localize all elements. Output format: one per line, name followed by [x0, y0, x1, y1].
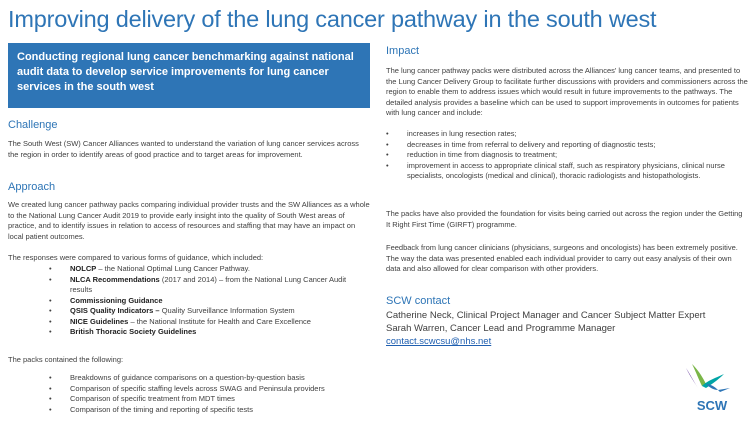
guidance-item: • QSIS Quality Indicators – Quality Surveillance Information System: [49, 306, 369, 317]
impact-item: • improvement in access to appropriate clinical staff, such as respiratory physicians, clinical nurse specialists, oncologists (medical and clinical), thoracic radiologists and histopathologists.: [386, 161, 746, 182]
impact-item: • decreases in time from referral to delivery and reporting of diagnostic tests;: [386, 140, 746, 151]
packs-item: • Comparison of specific treatment from MDT times: [49, 394, 369, 405]
guidance-list: [49, 264, 369, 338]
page-title: Improving delivery of the lung cancer pathway in the south west: [8, 6, 657, 32]
impact-item: • increases in lung resection rates;: [386, 129, 746, 140]
approach-paragraph-2: The responses were compared to various forms of guidance, which included:: [8, 253, 264, 262]
guidance-item: • NOLCP – the National Optimal Lung Cancer Pathway.: [49, 264, 369, 275]
packs-list: [49, 373, 369, 415]
approach-paragraph-1: We created lung cancer pathway packs comparing individual provider trusts and the SW Alliances as a whole to the National Lung Cancer Audit 2019 to provide early insight into the quality of South West areas of practice, and to identify issues in relation to access of resources and staffing that may have an impact on local patient outcomes.: [8, 200, 370, 241]
challenge-heading: Challenge: [8, 119, 58, 131]
contact-person-1: Catherine Neck, Clinical Project Manager and Cancer Subject Matter Expert: [386, 310, 706, 321]
logo-text: SCW: [696, 398, 728, 413]
impact-list: [386, 129, 746, 182]
impact-paragraph-2: The packs have also provided the foundation for visits being carried out across the region under the Getting It Right First Time (GIRFT) programme.: [386, 209, 743, 229]
guidance-item: • NLCA Recommendations (2017 and 2014) – from the National Lung Cancer Audit results: [49, 275, 369, 296]
packs-item: • Comparison of specific staffing levels across SWAG and Peninsula providers: [49, 384, 369, 395]
scw-logo: [680, 360, 740, 416]
packs-item: • Comparison of the timing and reporting of specific tests: [49, 405, 369, 416]
approach-heading: Approach: [8, 181, 56, 193]
approach-paragraph-3: The packs contained the following:: [8, 355, 124, 364]
challenge-text: The South West (SW) Cancer Alliances wanted to understand the variation of lung cancer services across the region in order to identify areas of good practice and to target areas for improvement.: [8, 139, 359, 159]
summary-banner: Conducting regional lung cancer benchmarking against national audit data to develop service improvements for lung cancer services in the south west: [8, 43, 370, 108]
impact-paragraph-1: The lung cancer pathway packs were distributed across the Alliances' lung cancer teams, and presented to the Lung Cancer Delivery Group to facilitate further discussions with providers and commissioners across the region to enable them to address issues which would result in future improvements to the pathways. The detailed analysis provides a baseline which can be used to support improvements in outcomes for patients with lung cancer and include:: [386, 66, 748, 117]
contact-email-link[interactable]: contact.scwcsu@nhs.net: [386, 336, 492, 347]
guidance-item: • NICE Guidelines – the National Institute for Health and Care Excellence: [49, 317, 369, 328]
guidance-item: • Commissioning Guidance: [49, 296, 369, 307]
impact-item: • reduction in time from diagnosis to treatment;: [386, 150, 746, 161]
contact-heading: SCW contact: [386, 295, 451, 307]
packs-item: • Breakdowns of guidance comparisons on a question-by-question basis: [49, 373, 369, 384]
impact-heading: Impact: [386, 45, 420, 57]
impact-paragraph-3: Feedback from lung cancer clinicians (physicians, surgeons and oncologists) has been extremely positive. The way the data was presented enabled each individual provider to carry out easy analysis of their own data and also allowed for clear comparison with other providers.: [386, 243, 738, 273]
guidance-item: • British Thoracic Society Guidelines: [49, 327, 369, 338]
contact-person-2: Sarah Warren, Cancer Lead and Programme Manager: [386, 323, 616, 334]
hummingbird-icon: [686, 364, 730, 392]
